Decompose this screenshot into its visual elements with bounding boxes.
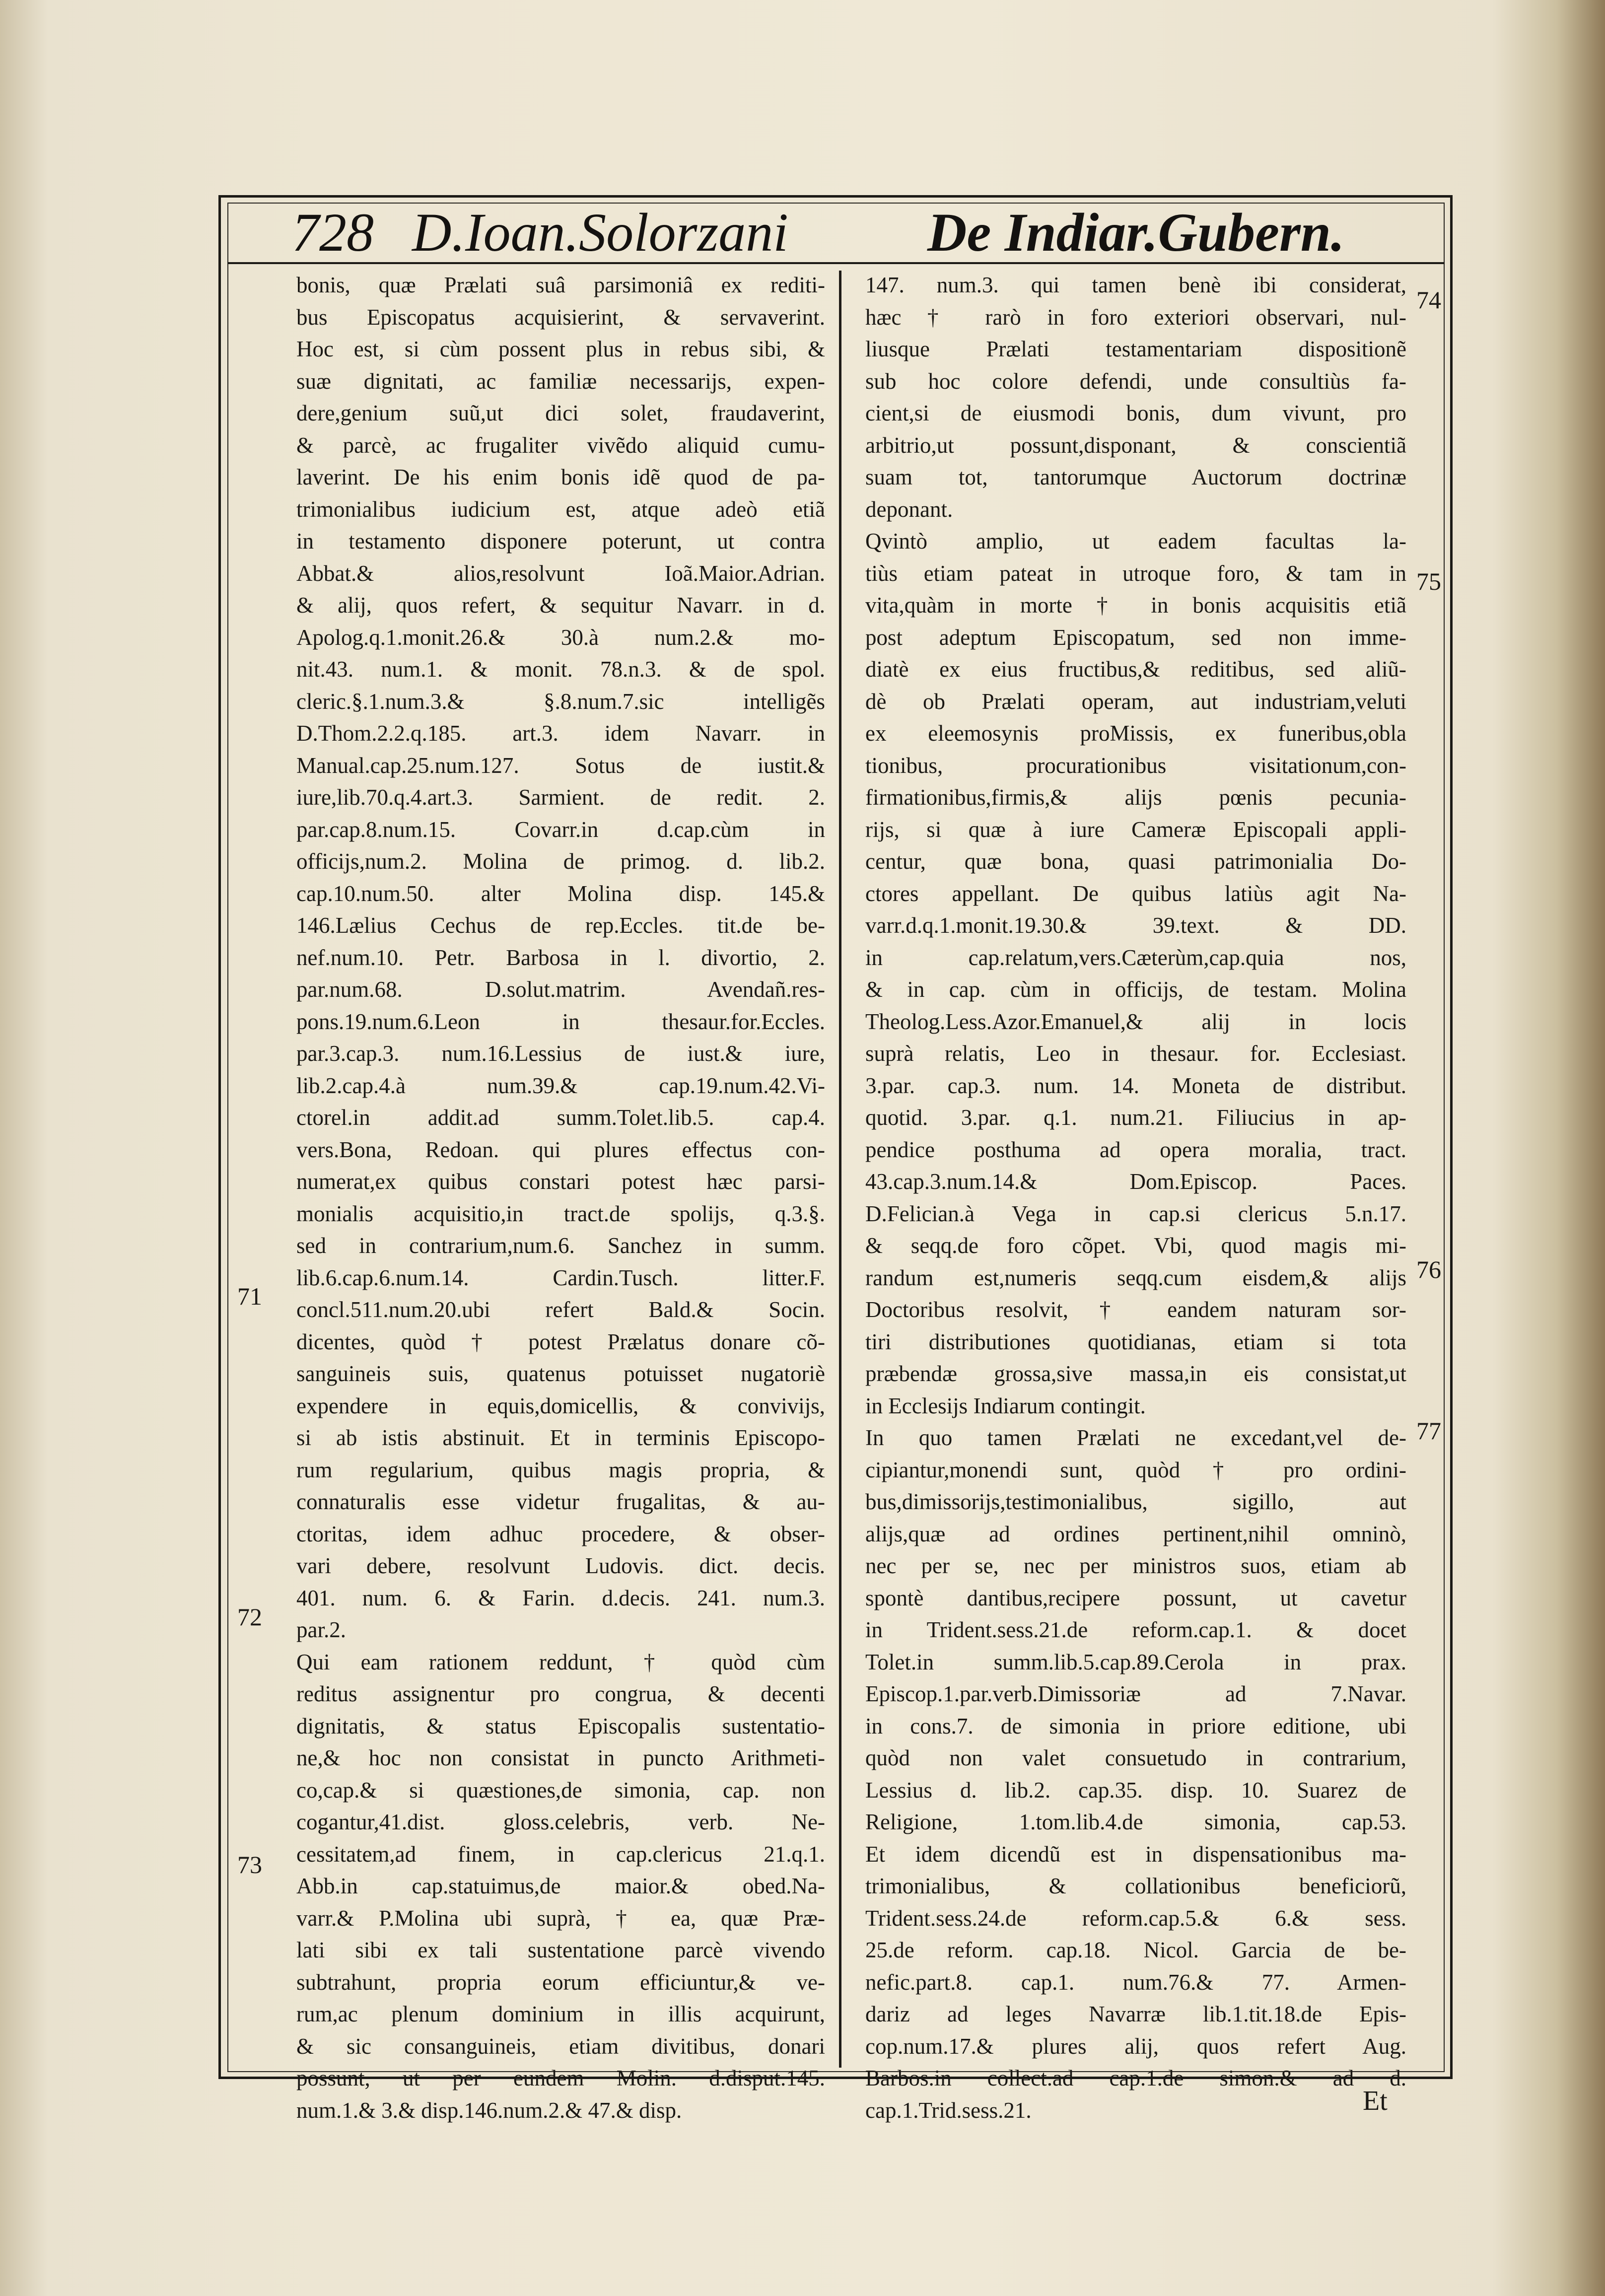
margin-number: 76 <box>1416 1255 1441 1283</box>
text-line: subtrahunt, propria eorum efficiuntur,& ve- <box>296 1969 825 1995</box>
text-line: dere,genium suũ,ut dici solet, fraudaverint, <box>296 401 825 425</box>
text-line: expendere in equis,domicellis, & convivijs, <box>296 1393 825 1418</box>
text-line: Qui eam rationem reddunt, † quòd cùm <box>296 1649 825 1674</box>
text-line: 146.Lælius Cechus de rep.Eccles. tit.de be- <box>296 913 825 938</box>
text-line: numerat,ex quibus constari potest hæc parsi- <box>296 1169 825 1194</box>
text-line: 401. num. 6. & Farin. d.decis. 241. num.3. <box>296 1585 825 1610</box>
text-line: firmationibus,firmis,& alijs pœnis pecunia- <box>865 785 1406 810</box>
text-line: ex eleemosynis proMissis, ex funeribus,obla <box>865 721 1406 746</box>
text-line: par.cap.8.num.15. Covarr.in d.cap.cùm in <box>296 817 825 842</box>
text-line: Lessius d. lib.2. cap.35. disp. 10. Suarez de <box>865 1777 1406 1803</box>
text-line: 25.de reform. cap.18. Nicol. Garcia de be- <box>865 1938 1406 1962</box>
text-line: in Ecclesijs Indiarum contingit. <box>865 1393 1146 1418</box>
text-line: sub hoc colore defendi, unde consultiùs fa- <box>865 368 1406 394</box>
text-line: connaturalis esse videtur frugalitas, & au- <box>296 1489 825 1514</box>
text-line: pons.19.num.6.Leon in thesaur.for.Eccles. <box>296 1009 825 1034</box>
text-line: cogantur,41.dist. gloss.celebris, verb. Ne- <box>296 1809 825 1834</box>
text-line: dariz ad leges Navarræ lib.1.tit.18.de Epis- <box>865 2002 1406 2026</box>
margin-number: 77 <box>1416 1417 1441 1445</box>
text-line: arbitrio,ut possunt,disponant, & conscientiã <box>865 432 1406 458</box>
margin-number: 75 <box>1416 567 1441 595</box>
text-line: Episcop.1.par.verb.Dimissoriæ ad 7.Navar. <box>865 1681 1406 1706</box>
text-line: rum regularium, quibus magis propria, & <box>296 1457 825 1482</box>
text-line: bus Episcopatus acquisierint, & servaverint. <box>296 304 825 330</box>
text-line: nec per se, nec per ministros suos, etiam ab <box>865 1553 1406 1578</box>
text-line: cap.1.Trid.sess.21. <box>865 2097 1032 2123</box>
text-line: varr.d.q.1.monit.19.30.& 39.text. & DD. <box>865 913 1406 938</box>
text-line: vers.Bona, Redoan. qui plures effectus con- <box>296 1137 825 1162</box>
text-line: nefic.part.8. cap.1. num.76.& 77. Armen- <box>865 1969 1406 1995</box>
text-line: lib.2.cap.4.à num.39.& cap.19.num.42.Vi- <box>296 1073 825 1098</box>
text-line: iure,lib.70.q.4.art.3. Sarmient. de redit. 2. <box>296 785 825 810</box>
running-head-title: De Indiar.Gubern. <box>927 202 1345 263</box>
text-line: cipiantur,monendi sunt, quòd † pro ordini- <box>865 1457 1406 1482</box>
text-line: post adeptum Episcopatum, sed non imme- <box>865 625 1406 650</box>
text-line: Tolet.in summ.lib.5.cap.89.Cerola in prax. <box>865 1649 1406 1674</box>
text-line: bus,dimissorijs,testimonialibus, sigillo, aut <box>865 1489 1406 1514</box>
text-line: Manual.cap.25.num.127. Sotus de iustit.& <box>296 753 825 778</box>
text-line: cient,si de eiusmodi bonis, dum vivunt, pro <box>865 401 1406 425</box>
text-line: lib.6.cap.6.num.14. Cardin.Tusch. litter.F. <box>296 1265 825 1290</box>
text-line: Doctoribus resolvit, † eandem naturam sor- <box>865 1297 1406 1322</box>
text-line: randum est,numeris seqq.cum eisdem,& alijs <box>865 1265 1406 1290</box>
text-line: Qvintò amplio, ut eadem facultas la- <box>865 529 1406 554</box>
text-line: Apolog.q.1.monit.26.& 30.à num.2.& mo- <box>296 625 825 650</box>
text-line: in Trident.sess.21.de reform.cap.1. & docet <box>865 1617 1406 1642</box>
column-divider <box>839 271 841 2068</box>
text-line: Barbos.in collect.ad cap.1.de simon.& ad d. <box>865 2066 1406 2090</box>
text-line: tionibus, procurationibus visitationum,con- <box>865 753 1406 778</box>
text-line: dicentes, quòd † potest Prælatus donare cõ- <box>296 1329 825 1354</box>
text-line: suæ dignitati, ac familiæ necessarijs, expen- <box>296 368 825 394</box>
text-line: laverint. De his enim bonis idẽ quod de pa- <box>296 465 825 489</box>
text-line: & alij, quos refert, & sequitur Navarr. in d. <box>296 593 825 618</box>
text-line: 3.par. cap.3. num. 14. Moneta de distribut. <box>865 1073 1406 1098</box>
text-line: Et idem dicendũ est in dispensationibus ma- <box>865 1841 1406 1867</box>
text-line: bonis, quæ Prælati suâ parsimoniâ ex rediti- <box>296 273 825 297</box>
text-line: trimonialibus, & collationibus beneficiorũ, <box>865 1874 1406 1898</box>
text-line: in testamento disponere poterunt, ut contra <box>296 529 825 554</box>
text-line: suprà relatis, Leo in thesaur. for. Ecclesiast. <box>865 1041 1406 1066</box>
text-line: num.1.& 3.& disp.146.num.2.& 47.& disp. <box>296 2097 682 2123</box>
text-line: D.Thom.2.2.q.185. art.3. idem Navarr. in <box>296 721 825 746</box>
text-line: quòd non valet consuetudo in contrarium, <box>865 1745 1406 1770</box>
text-line: nit.43. num.1. & monit. 78.n.3. & de spol. <box>296 657 825 682</box>
text-line: in cons.7. de simonia in priore editione, ubi <box>865 1713 1406 1739</box>
text-line: concl.511.num.20.ubi refert Bald.& Socin. <box>296 1297 825 1322</box>
text-line: trimonialibus iudicium est, atque adeò etiã <box>296 496 825 522</box>
text-line: sed in contrarium,num.6. Sanchez in summ. <box>296 1233 825 1258</box>
text-line: Theolog.Less.Azor.Emanuel,& alij in locis <box>865 1009 1406 1034</box>
margin-number: 71 <box>237 1282 262 1310</box>
text-line: & seqq.de foro cõpet. Vbi, quod magis mi- <box>865 1233 1406 1258</box>
text-line: Abbat.& alios,resolvunt Ioã.Maior.Adrian. <box>296 560 825 586</box>
text-line: lati sibi ex tali sustentatione parcè vivendo <box>296 1938 825 1962</box>
text-line: par.3.cap.3. num.16.Lessius de iust.& iure, <box>296 1041 825 1066</box>
text-line: dè ob Prælati operam, aut industriam,veluti <box>865 689 1406 714</box>
text-line: nef.num.10. Petr. Barbosa in l. divortio, 2. <box>296 945 825 970</box>
text-line: cap.10.num.50. alter Molina disp. 145.& <box>296 881 825 906</box>
text-line: cop.num.17.& plures alij, quos refert Aug. <box>865 2033 1406 2059</box>
text-line: hæc † rarò in foro exteriori observari, nul- <box>865 304 1406 330</box>
text-line: par.num.68. D.solut.matrim. Avendañ.res- <box>296 977 825 1002</box>
text-line: D.Felician.à Vega in cap.si clericus 5.n.17. <box>865 1201 1406 1226</box>
text-line: præbendæ grossa,sive massa,in eis consistat,ut <box>865 1361 1406 1386</box>
text-line: rum,ac plenum dominium in illis acquirunt, <box>296 2002 825 2026</box>
text-line: co,cap.& si quæstiones,de simonia, cap. non <box>296 1777 825 1803</box>
text-line: possunt, ut per eundem Molin. d.disput.145. <box>296 2066 825 2090</box>
text-line: in cap.relatum,vers.Cæterùm,cap.quia nos, <box>865 945 1406 970</box>
text-line: Abb.in cap.statuimus,de maior.& obed.Na- <box>296 1874 825 1898</box>
text-line: liusque Prælati testamentariam dispositionẽ <box>865 337 1406 361</box>
text-line: vita,quàm in morte † in bonis acquisitis etiã <box>865 593 1406 618</box>
text-line: centur, quæ bona, quasi patrimonialia Do- <box>865 849 1406 874</box>
text-line: deponant. <box>865 496 953 522</box>
text-line: 43.cap.3.num.14.& Dom.Episcop. Paces. <box>865 1169 1406 1194</box>
text-line: rijs, si quæ à iure Cameræ Episcopali appli- <box>865 817 1406 842</box>
text-line: ctores appellant. De quibus latiùs agit Na- <box>865 881 1406 906</box>
text-line: & in cap. cùm in officijs, de testam. Molina <box>865 977 1406 1002</box>
text-line: tiùs etiam pateat in utroque foro, & tam in <box>865 560 1406 586</box>
page-number: 728 <box>292 202 374 263</box>
text-line: & parcè, ac frugaliter vivẽdo aliquid cumu- <box>296 432 825 458</box>
text-line: par.2. <box>296 1617 346 1642</box>
text-line: ctoritas, idem adhuc procedere, & obser- <box>296 1521 825 1546</box>
text-line: monialis acquisitio,in tract.de spolijs, q.3.§. <box>296 1201 825 1226</box>
text-line: Religione, 1.tom.lib.4.de simonia, cap.53. <box>865 1809 1406 1834</box>
text-line: alijs,quæ ad ordines pertinent,nihil omninò, <box>865 1521 1406 1546</box>
margin-number: 72 <box>237 1603 262 1631</box>
text-line: tiri distributiones quotidianas, etiam si tota <box>865 1329 1406 1354</box>
text-line: cessitatem,ad finem, in cap.clericus 21.q.1. <box>296 1841 825 1867</box>
text-line: cleric.§.1.num.3.& §.8.num.7.sic intelligẽs <box>296 689 825 714</box>
text-line: officijs,num.2. Molina de primog. d. lib.2. <box>296 849 825 874</box>
right-column <box>865 269 1406 2126</box>
text-line: spontè dantibus,recipere possunt, ut cavetur <box>865 1585 1406 1610</box>
text-line: si ab istis abstinuit. Et in terminis Episcopo- <box>296 1425 825 1450</box>
running-head-author: D.Ioan.Solorzani <box>412 202 788 263</box>
text-line: & sic consanguineis, etiam divitibus, donari <box>296 2033 825 2059</box>
text-line: ne,& hoc non consistat in puncto Arithmeti- <box>296 1745 825 1770</box>
text-line: vari debere, resolvunt Ludovis. dict. decis. <box>296 1553 825 1578</box>
text-line: Trident.sess.24.de reform.cap.5.& 6.& sess. <box>865 1905 1406 1931</box>
text-line: suam tot, tantorumque Auctorum doctrinæ <box>865 465 1406 489</box>
text-line: 147. num.3. qui tamen benè ibi considerat, <box>865 273 1406 297</box>
text-line: reditus assignentur pro congrua, & decenti <box>296 1681 825 1706</box>
text-line: pendice posthuma ad opera moralia, tract. <box>865 1137 1406 1162</box>
text-line: ctorel.in addit.ad summ.Tolet.lib.5. cap.4. <box>296 1105 825 1130</box>
text-line: quotid. 3.par. q.1. num.21. Filiucius in ap- <box>865 1105 1406 1130</box>
text-line: sanguineis suis, quatenus potuisset nugatoriè <box>296 1361 825 1386</box>
left-column <box>296 269 825 2126</box>
margin-number: 74 <box>1416 286 1441 314</box>
text-line: diatè ex eius fructibus,& reditibus, sed aliũ- <box>865 657 1406 682</box>
margin-number: 73 <box>237 1851 262 1879</box>
catchword: Et <box>1363 2086 1388 2116</box>
text-line: In quo tamen Prælati ne excedant,vel de- <box>865 1425 1406 1450</box>
text-line: dignitatis, & status Episcopalis sustentatio- <box>296 1713 825 1739</box>
text-line: Hoc est, si cùm possent plus in rebus sibi, & <box>296 337 825 361</box>
text-line: varr.& P.Molina ubi suprà, † ea, quæ Præ- <box>296 1905 825 1931</box>
